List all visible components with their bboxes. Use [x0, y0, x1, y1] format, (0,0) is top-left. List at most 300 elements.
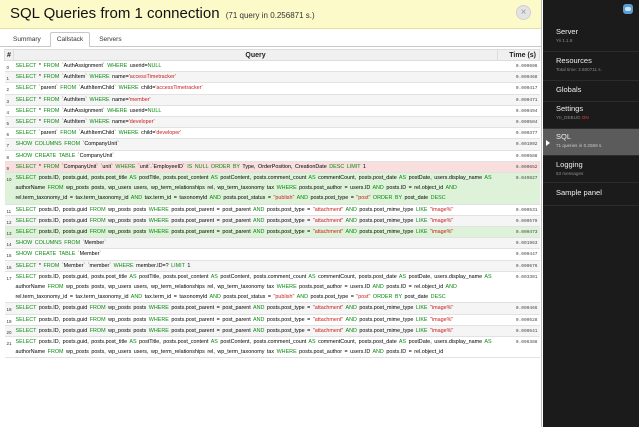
sql-text: posts.post_status = [220, 195, 274, 202]
sql-string: "image%" [430, 206, 454, 213]
query-index: 7 [5, 139, 14, 150]
sql-string: "attachment" [312, 316, 344, 323]
query-index: 10 [5, 173, 14, 205]
query-index: 19 [5, 314, 14, 325]
table-row [5, 61, 540, 72]
sql-text: name= [109, 96, 129, 103]
query-index: 0 [5, 61, 14, 72]
sql-text: `Member` [75, 251, 102, 258]
sql-text: posts.post_type = [307, 294, 357, 301]
sql-keyword: AS [398, 339, 407, 346]
table-row [5, 161, 540, 172]
sql-string: "image%" [430, 305, 454, 312]
query-text [14, 249, 498, 260]
sql-text: posts.post_type = [264, 229, 313, 236]
query-text [14, 325, 498, 336]
query-index: 20 [5, 325, 14, 336]
query-index: 13 [5, 227, 14, 238]
sql-string: "attachment" [312, 229, 344, 236]
sql-keyword: LIKE [415, 327, 428, 334]
query-text [14, 314, 498, 325]
query-index: 14 [5, 238, 14, 249]
sql-keyword: SHOW [15, 152, 33, 159]
query-index: 5 [5, 117, 14, 128]
sql-keyword: WHERE [148, 217, 169, 224]
query-time: 0.000466 [498, 303, 540, 314]
sql-keyword: FROM [64, 141, 81, 148]
sql-keyword: AND [209, 294, 221, 301]
panel-title-text: SQL Queries from 1 connection [10, 5, 220, 22]
query-time: 0.049827 [498, 173, 540, 205]
table-row [5, 260, 540, 271]
sql-keyword: ORDER BY [210, 163, 240, 170]
sql-keyword: FROM [89, 206, 106, 213]
sql-keyword: AS [484, 339, 492, 346]
sql-keyword: CREATE [34, 251, 57, 258]
sql-keyword: FROM [60, 85, 77, 92]
query-time: 0.000471 [498, 94, 540, 105]
sql-text: posts.post_parent = post_parent [168, 305, 253, 312]
sql-text: `AuthItemChild` [76, 130, 119, 137]
sql-keyword: WHERE [148, 206, 169, 213]
sidebar-item-settings[interactable] [543, 102, 639, 128]
sql-keyword: SELECT [15, 96, 37, 103]
table-row [5, 204, 540, 215]
sql-text: commentCount, posts.post_date [315, 175, 399, 182]
tab-servers[interactable]: Servers [99, 36, 122, 43]
sql-keyword: AND [209, 195, 221, 202]
sql-text: member.ID=? [133, 262, 172, 269]
sql-text: wp_posts posts, wp_users users, wp_term_relationships rel, wp_term_taxonomy tax [63, 349, 277, 356]
sql-string: "publish" [273, 195, 295, 202]
query-text [14, 204, 498, 215]
sql-keyword: CREATE [34, 152, 57, 159]
sql-keyword: AND [130, 294, 143, 301]
sql-text: `parent` [36, 85, 61, 92]
sidebar-item-sql[interactable] [543, 129, 639, 155]
sql-keyword: WHERE [276, 185, 297, 192]
sql-keyword: WHERE [89, 119, 110, 126]
sql-keyword: SELECT [15, 217, 37, 224]
sql-keyword: WHERE [276, 284, 297, 291]
sql-text: `AuthItemChild` [76, 85, 119, 92]
sql-text: wp_posts posts, wp_users users, wp_term_relationships rel, wp_term_taxonomy tax [63, 284, 277, 291]
sql-keyword: LIKE [415, 217, 428, 224]
sql-text: wp_posts posts [105, 217, 149, 224]
query-text [14, 94, 498, 105]
sql-keyword: WHERE [148, 305, 169, 312]
query-index: 15 [5, 249, 14, 260]
sql-text: `AuthItem` [59, 96, 90, 103]
sql-text: posts.ID, posts.guid, posts.post_title [36, 175, 130, 182]
sql-keyword: SHOW [15, 141, 33, 148]
sql-text: * [36, 163, 44, 170]
sql-keyword: AS [308, 339, 316, 346]
tab-callstack[interactable]: Callstack [50, 32, 90, 47]
sql-keyword: SELECT [15, 163, 37, 170]
query-time: 0.003301 [498, 271, 540, 303]
sql-text: posts.post_type = [264, 206, 313, 213]
sidebar-item-label: SQL [556, 132, 572, 141]
panel-subtitle: (71 query in 0.256871 s.) [225, 11, 315, 20]
sql-keyword: LIKE [415, 316, 428, 323]
sql-keyword: SHOW [15, 251, 33, 258]
sql-keyword: AS [398, 175, 407, 182]
sql-keyword: AS [210, 175, 218, 182]
sql-keyword: FROM [43, 163, 60, 170]
sidebar-item-globals[interactable] [543, 81, 639, 101]
sql-keyword: AND [130, 195, 143, 202]
sql-keyword: AND [296, 195, 308, 202]
sql-keyword: AS [210, 273, 218, 280]
sql-text: tax.term_id = taxonomyId [142, 195, 210, 202]
sidebar-item-sample-panel[interactable] [543, 183, 639, 205]
sql-text: * [36, 107, 44, 114]
panel-header [0, 0, 541, 29]
sql-string: "image%" [430, 327, 454, 334]
sql-string: 'developer' [128, 119, 155, 126]
sql-text: posts.post_author = users.ID [296, 284, 373, 291]
sql-keyword: SELECT [15, 305, 37, 312]
sql-text: posts.post_mime_type [356, 327, 416, 334]
sql-keyword: FROM [89, 316, 106, 323]
sql-keyword: FROM [60, 130, 77, 137]
sidebar-item-sub: 71 queries in 0.2569 s. [556, 143, 603, 148]
sql-keyword: SELECT [15, 339, 37, 346]
sql-text: rel.term_taxonomy_id = tax.term_taxonomy_id [15, 294, 131, 301]
sql-text: authorName [15, 349, 48, 356]
sql-keyword: FROM [43, 119, 60, 126]
sql-text: posts.post_parent = post_parent [168, 316, 253, 323]
query-time: 0.000473 [498, 227, 540, 238]
sql-text: posts.ID, posts.guid [36, 206, 90, 213]
query-time: 0.000447 [498, 249, 540, 260]
table-row [5, 83, 540, 94]
sidebar-item-label: Sample panel [556, 188, 602, 197]
sql-keyword: SELECT [15, 130, 37, 137]
sql-text: posts.post_type = [264, 305, 313, 312]
query-time: 0.000468 [498, 72, 540, 83]
sql-keyword: FROM [89, 217, 106, 224]
sql-text: rel.term_taxonomy_id = tax.term_taxonomy_id [15, 195, 131, 202]
query-text [14, 215, 498, 226]
sql-keyword: LIKE [415, 229, 428, 236]
sql-keyword: NULL [194, 163, 209, 170]
sql-text: post_date [401, 195, 431, 202]
sql-keyword: FROM [64, 240, 81, 247]
sql-keyword: SHOW [15, 240, 33, 247]
sql-text: posts.post_author = users.ID [296, 185, 373, 192]
table-row [5, 94, 540, 105]
query-time: 0.000528 [498, 314, 540, 325]
query-text [14, 61, 498, 72]
sql-text: posts.post_mime_type [356, 229, 416, 236]
table-row [5, 128, 540, 139]
sql-text: `unit`.`EmployeeID` [135, 163, 188, 170]
sql-keyword: WHERE [115, 163, 136, 170]
sql-text: userid= [127, 107, 148, 114]
query-index: 21 [5, 337, 14, 358]
query-time: 0.000417 [498, 83, 540, 94]
table-row [5, 238, 540, 249]
active-arrow-icon [546, 140, 550, 146]
sql-keyword: FROM [43, 262, 60, 269]
sql-keyword: WHERE [107, 63, 128, 69]
sql-keyword: DESC [329, 163, 345, 170]
sql-keyword: FROM [89, 327, 106, 334]
sql-string: 'member' [128, 96, 151, 103]
query-time: 0.000676 [498, 260, 540, 271]
query-text [14, 161, 498, 172]
sql-keyword: SELECT [15, 327, 37, 334]
sql-keyword: FROM [89, 229, 106, 236]
sql-string: "image%" [430, 217, 454, 224]
sql-text: 1 [184, 262, 191, 269]
sql-text: wp_posts posts [105, 327, 149, 334]
sql-keyword: LIMIT [171, 262, 185, 269]
sql-keyword: AND [253, 327, 265, 334]
sql-keyword: SELECT [15, 229, 37, 236]
sql-keyword: NULL [147, 63, 162, 69]
sql-keyword: FROM [43, 63, 60, 69]
sql-string: 'accessTimetracker' [128, 74, 176, 81]
sql-text: posts.ID, posts.guid [36, 327, 90, 334]
sql-keyword: AND [345, 327, 357, 334]
query-time: 0.000588 [498, 150, 540, 161]
sql-text: posts.ID, posts.guid [36, 316, 90, 323]
sql-text: commentCount, posts.post_date [315, 273, 399, 280]
query-text [14, 303, 498, 314]
sql-keyword: AND [253, 217, 265, 224]
table-row [5, 173, 540, 205]
sql-text: commentCount, posts.post_date [315, 339, 399, 346]
sql-keyword: SELECT [15, 273, 37, 280]
sql-text: `parent` [36, 130, 61, 137]
sql-text: posts.post_type = [264, 316, 313, 323]
sql-keyword: WHERE [89, 96, 110, 103]
sql-text: posts.post_mime_type [356, 217, 416, 224]
sql-string: "post" [356, 195, 371, 202]
sql-text: `CompanyUnit` [80, 141, 119, 148]
sql-keyword: WHERE [118, 130, 139, 137]
sql-keyword: FROM [47, 284, 64, 291]
query-index: 8 [5, 150, 14, 161]
sql-keyword: COLUMNS [34, 240, 62, 247]
sql-keyword: TABLE [58, 251, 76, 258]
close-icon[interactable]: × [516, 5, 531, 20]
sql-keyword: AND [372, 185, 384, 192]
sql-keyword: WHERE [89, 74, 110, 81]
sql-text: posts.ID, posts.guid [36, 217, 90, 224]
query-time: 0.096388 [498, 337, 540, 358]
debug-flag-value: ON [581, 115, 589, 120]
table-row [5, 314, 540, 325]
sql-text: `AuthItem` [59, 74, 90, 81]
sql-text: posts.ID = rel.object_id [383, 284, 446, 291]
sidebar-item-logging[interactable] [543, 156, 639, 182]
sql-text: `AuthItem` [59, 119, 90, 126]
sql-text: posts.post_mime_type [356, 206, 416, 213]
sql-string: "image%" [430, 316, 454, 323]
query-time: 0.000652 [498, 161, 540, 172]
query-index: 11 [5, 204, 14, 215]
table-row [5, 215, 540, 226]
sql-keyword: SELECT [15, 85, 37, 92]
sql-text: postTitle, posts.post_content [136, 175, 211, 182]
sql-keyword: DESC [430, 294, 446, 301]
sidebar-item-resources[interactable] [543, 52, 639, 80]
query-text [14, 128, 498, 139]
query-table-body [5, 61, 540, 358]
sql-keyword: WHERE [276, 349, 297, 356]
query-text [14, 105, 498, 116]
column-header-query: Query [14, 50, 498, 61]
query-time: 0.000606 [498, 61, 540, 72]
sql-keyword: LIMIT [346, 163, 361, 170]
sql-text: * [36, 63, 44, 69]
sql-keyword: SELECT [15, 262, 37, 269]
sql-keyword: AND [253, 229, 265, 236]
debug-sidebar [543, 0, 639, 427]
table-row [5, 72, 540, 83]
sql-text: userid= [127, 63, 148, 69]
sql-text: name= [109, 74, 129, 81]
sql-text: postContent, posts.comment_count [217, 273, 309, 280]
sql-keyword: AS [308, 175, 316, 182]
sql-keyword: WHERE [148, 316, 169, 323]
sql-keyword: AS [129, 175, 137, 182]
sql-keyword: FROM [43, 96, 60, 103]
sql-string: 'developer' [155, 130, 182, 137]
sidebar-item-sub: Yii 1.1.8 [556, 38, 573, 43]
query-index: 18 [5, 303, 14, 314]
sql-text: posts.post_type = [264, 327, 313, 334]
sql-keyword: AND [345, 305, 357, 312]
query-index: 16 [5, 260, 14, 271]
sql-keyword: AS [308, 273, 316, 280]
sql-text: wp_posts posts [105, 229, 149, 236]
sql-keyword: LIKE [415, 305, 428, 312]
sql-string: "attachment" [312, 217, 344, 224]
query-index: 2 [5, 83, 14, 94]
sql-text: 1 [360, 163, 366, 170]
sql-string: "attachment" [312, 206, 344, 213]
sql-text: posts.post_status = [220, 294, 274, 301]
query-time: 0.000579 [498, 215, 540, 226]
debug-flag-label: YII_DEBUG [556, 115, 582, 120]
sql-text: postTitle, posts.post_content [136, 273, 211, 280]
sql-text: name= [109, 119, 129, 126]
sidebar-item-sub [556, 115, 639, 120]
sql-text: tax.term_id = taxonomyId [142, 294, 210, 301]
sql-text: wp_posts posts [105, 206, 149, 213]
sql-text: postTitle, posts.post_content [136, 339, 211, 346]
sql-text: Type, OrderPosition, CreationDate [239, 163, 330, 170]
sql-keyword: WHERE [148, 229, 169, 236]
sql-text: posts.post_type = [264, 217, 313, 224]
table-row [5, 271, 540, 303]
query-text [14, 72, 498, 83]
sql-keyword: AND [372, 284, 384, 291]
sidebar-item-server[interactable] [543, 22, 639, 51]
sql-keyword: SELECT [15, 63, 37, 69]
sql-text: posts.post_mime_type [356, 316, 416, 323]
table-row [5, 325, 540, 336]
sql-text: `Member` [80, 240, 106, 247]
sidebar-item-label: Settings [556, 104, 584, 113]
sql-text: posts.ID, posts.guid [36, 305, 90, 312]
sql-text: posts.post_type = [307, 195, 357, 202]
sql-text: posts.post_parent = post_parent [168, 217, 253, 224]
column-header-time: Time (s) [498, 50, 540, 61]
sql-keyword: LIKE [415, 206, 428, 213]
sql-text: posts.ID, posts.guid, posts.post_title [36, 273, 130, 280]
sql-keyword: AND [345, 229, 357, 236]
table-row [5, 105, 540, 116]
query-text [14, 227, 498, 238]
query-table-wrap [4, 49, 540, 358]
sql-text: * [36, 96, 44, 103]
sql-text: wp_posts posts [105, 305, 149, 312]
sql-text: authorName [15, 284, 48, 291]
sql-text: postDate, users.display_name [406, 273, 485, 280]
sql-keyword: SELECT [15, 316, 37, 323]
sql-text: child= [138, 85, 156, 92]
sql-text: postDate, users.display_name [406, 175, 485, 182]
sql-keyword: FROM [47, 185, 64, 192]
sql-text: `AuthAssignment` [59, 107, 108, 114]
table-row [5, 337, 540, 358]
sql-string: "attachment" [312, 305, 344, 312]
sql-string: "attachment" [312, 327, 344, 334]
sql-text: `CompanyUnit` [75, 152, 115, 159]
query-time: 0.000494 [498, 105, 540, 116]
column-header-num: # [5, 50, 14, 61]
sql-keyword: SELECT [15, 107, 37, 114]
query-text [14, 139, 498, 150]
sql-keyword: SELECT [15, 74, 37, 81]
sidebar-item-label: Server [556, 27, 579, 36]
sql-keyword: AND [296, 294, 308, 301]
sql-text: * [36, 262, 44, 269]
tab-summary[interactable]: Summary [13, 36, 41, 43]
sql-keyword: FROM [43, 74, 60, 81]
yii-logo-icon [623, 4, 633, 14]
query-text [14, 117, 498, 128]
table-row [5, 139, 540, 150]
sidebar-item-label: Resources [556, 56, 592, 65]
sql-text: posts.post_parent = post_parent [168, 327, 253, 334]
sql-keyword: ORDER BY [372, 195, 402, 202]
sql-keyword: WHERE [113, 262, 134, 269]
query-time: 0.000377 [498, 128, 540, 139]
query-time: 0.000504 [498, 117, 540, 128]
query-time: 0.001992 [498, 139, 540, 150]
sql-text: postContent, posts.comment_count [217, 339, 309, 346]
sql-text: posts.ID, posts.guid [36, 229, 90, 236]
sql-keyword: AND [345, 217, 357, 224]
table-row [5, 117, 540, 128]
query-text [14, 83, 498, 94]
sql-keyword: WHERE [148, 327, 169, 334]
sidebar-item-label: Logging [556, 160, 583, 169]
sql-string: "image%" [430, 229, 454, 236]
sql-keyword: NULL [147, 107, 162, 114]
sql-text: posts.ID = rel.object_id [383, 185, 446, 192]
sql-keyword: AND [445, 284, 457, 291]
sql-text: postContent, posts.comment_count [217, 175, 309, 182]
sql-text: posts.post_author = users.ID [296, 349, 373, 356]
